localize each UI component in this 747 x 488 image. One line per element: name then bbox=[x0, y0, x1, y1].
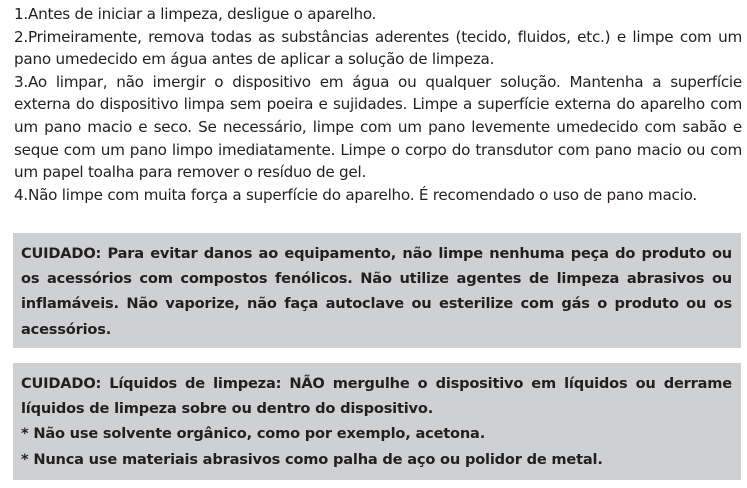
caution-bullet-abrasive: * Nunca use materiais abrasivos como palha de aço ou polidor de metal. bbox=[21, 450, 603, 468]
cleaning-step-3: 3.Ao limpar, não imergir o dispositivo em água ou qualquer solução. Mantenha a superfície externa do dispositivo limpa sem poeira e sujidades. Limpe a superfície externa do aparelho com um pano macio e seco. Se necessário, limpe com um pano levemente umedecido com sabão e seque com um pano limpo imediatamente. Limpe o corpo do transdutor com pano macio ou com um papel toalha para remover o resíduo de gel. bbox=[14, 72, 742, 182]
caution-equipment-text: CUIDADO: Para evitar danos ao equipamento, não limpe nenhuma peça do produto ou os acessórios com compostos fenólicos. Não utilize agentes de limpeza abrasivos ou inflamáveis. Não vaporize, não faça autoclave ou esterilize com gás o produto ou os acessórios. bbox=[21, 245, 732, 338]
cleaning-step-4: 4.Não limpe com muita força a superfície do aparelho. É recomendado o uso de pano macio. bbox=[14, 185, 697, 204]
caution-box-liquids bbox=[13, 363, 741, 480]
caution-bullet-solvent: * Não use solvente orgânico, como por exemplo, acetona. bbox=[21, 425, 486, 443]
cleaning-step-2: 2.Primeiramente, remova todas as substâncias aderentes (tecido, fluidos, etc.) e limpe com um pano umedecido em água antes de aplicar a solução de limpeza. bbox=[14, 27, 742, 69]
cleaning-steps bbox=[14, 3, 742, 206]
caution-liquids-lead: CUIDADO: Líquidos de limpeza: NÃO mergulhe o dispositivo em líquidos ou derrame líquidos de limpeza sobre ou dentro do dispositivo. bbox=[21, 375, 732, 418]
caution-box-equipment bbox=[13, 233, 741, 348]
cleaning-step-1: 1.Antes de iniciar a limpeza, desligue o aparelho. bbox=[14, 5, 377, 23]
